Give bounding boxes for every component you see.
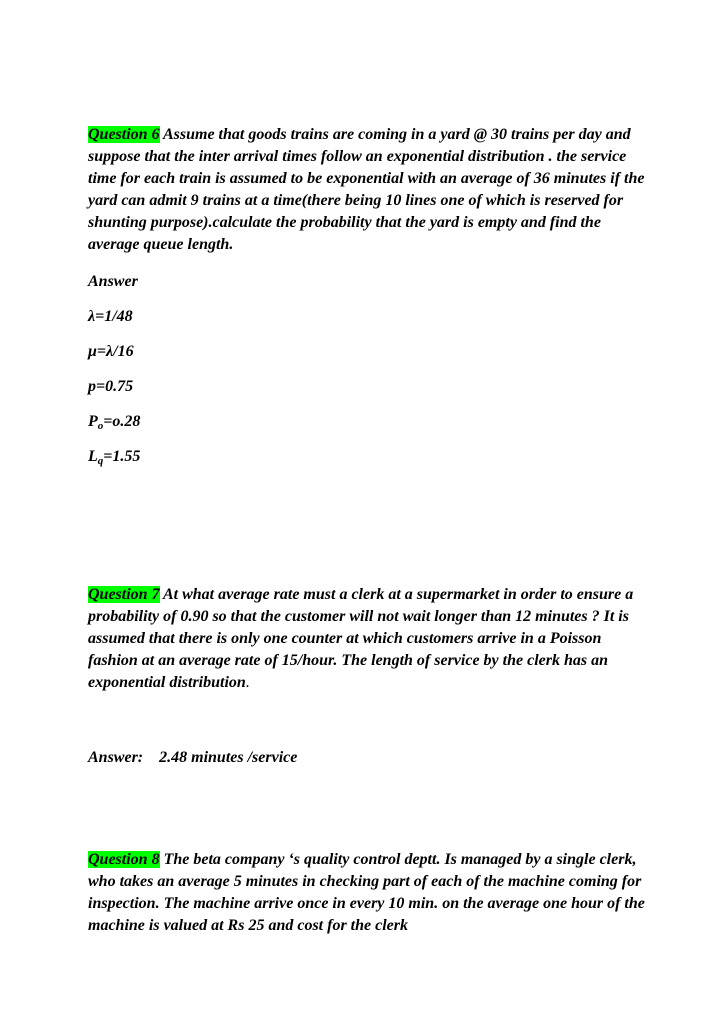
rho-value: p=0.75: [88, 378, 134, 395]
lq-base: L: [88, 448, 98, 465]
question-6-answer-heading: Answer: [88, 273, 138, 290]
p0-value: [88, 412, 140, 436]
question-6-text: Assume that goods trains are coming in a yard @ 30 trains per day and suppose that the inter arrival times follow an exponential distribution . the service time for each train is assumed to be exponential with an average of 36 minutes if the yard can admit 9 trains at a time(there being 10 lines one of which is reserved for shunting purpose).calculate the probability that the yard is empty and find the average queue length.: [88, 126, 645, 253]
question-6-paragraph: [88, 124, 648, 256]
question-7-block: [88, 584, 648, 694]
p0-number: =o.28: [103, 413, 141, 430]
question-7-text: At what average rate must a clerk at a supermarket in order to ensure a probability of 0.90 so that the customer will not wait longer than 12 minutes ? It is assumed that there is only one counter at which customers arrive in a Poisson fashion at an average rate of 15/hour. The length of service by the clerk has an exponential distribution: [88, 586, 634, 691]
mu-value: μ=λ/16: [88, 343, 134, 360]
lq-number: =1.55: [103, 448, 141, 465]
question-7-paragraph: [88, 584, 648, 694]
lq-subscript: q: [97, 455, 104, 467]
question-7-label: Question 7: [88, 586, 160, 603]
question-6-block: [88, 124, 648, 256]
question-7-answer-label: Answer:: [88, 749, 144, 766]
lq-value: [88, 447, 140, 471]
question-7-answer: [88, 748, 297, 768]
lambda-value: λ=1/48: [88, 308, 133, 325]
p0-subscript: o: [97, 420, 104, 432]
question-6-label: Question 6: [88, 126, 160, 143]
question-8-block: [88, 849, 648, 937]
question-8-text: The beta company ‘s quality control deptt. Is managed by a single clerk, who takes an average 5 minutes in checking part of each of the machine coming for inspection. The machine arrive once in every 10 min. on the average one hour of the machine is valued at Rs 25 and cost for the clerk: [88, 851, 645, 934]
p0-base: P: [88, 413, 98, 430]
question-7-text-end: .: [245, 674, 250, 691]
question-8-label: Question 8: [88, 851, 160, 868]
question-7-answer-value: 2.48 minutes /service: [159, 749, 298, 766]
question-8-paragraph: [88, 849, 648, 937]
